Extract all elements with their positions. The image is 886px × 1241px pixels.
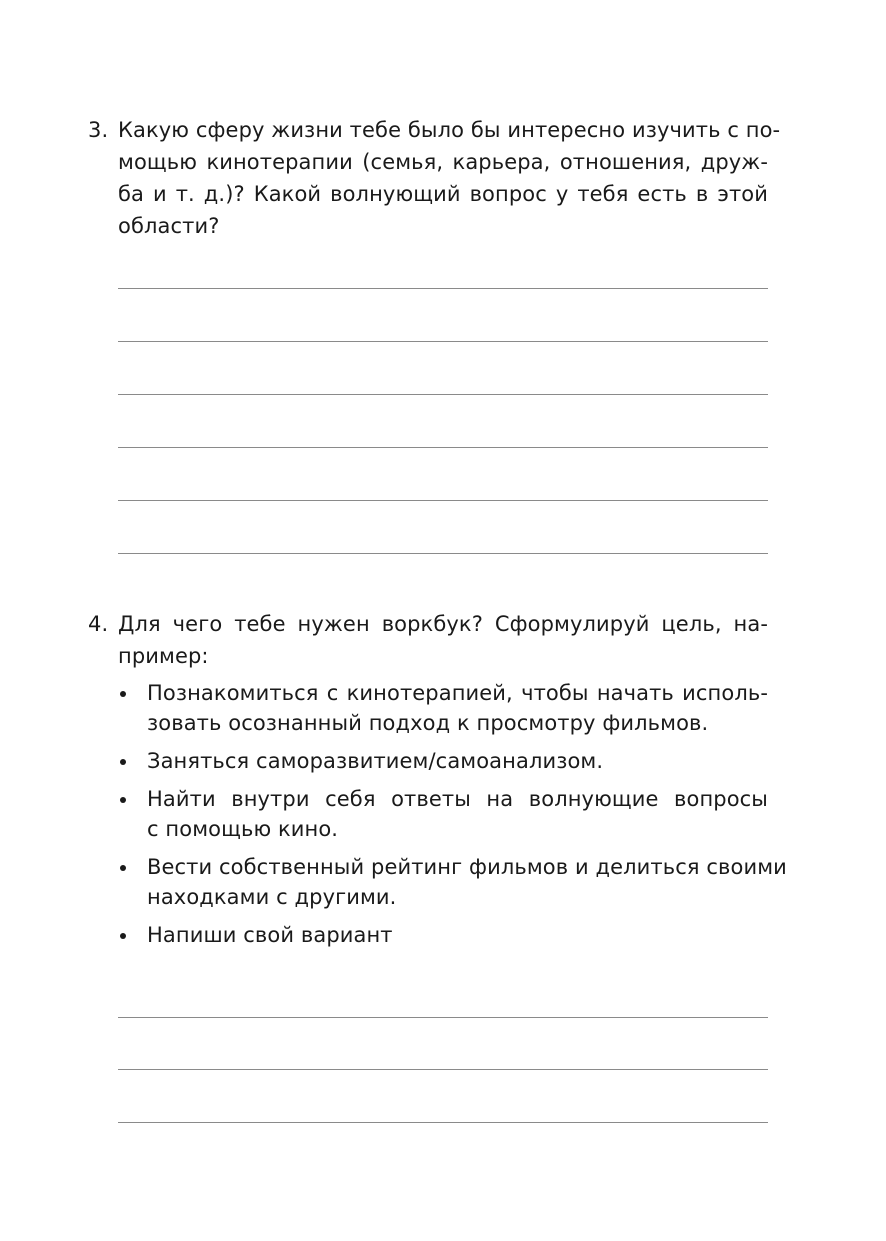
answer-line[interactable]	[118, 1122, 768, 1123]
list-item-line: находками с другими.	[147, 885, 397, 909]
answer-line[interactable]	[118, 394, 768, 395]
answer-line[interactable]	[118, 288, 768, 289]
answer-line[interactable]	[118, 553, 768, 554]
question-4	[88, 608, 787, 958]
example-goals-list	[118, 678, 787, 950]
list-item-line: зовать осознанный подход к просмотру фильмов.	[147, 711, 709, 735]
question-number: 4.	[88, 612, 109, 636]
question-text-line: ба и т. д.)? Какой волнующий вопрос у тебя есть в этой	[118, 182, 768, 206]
answer-line[interactable]	[118, 1069, 768, 1070]
answer-line[interactable]	[118, 447, 768, 448]
list-item-line: Познакомиться с кинотерапией, чтобы начать исполь-	[147, 681, 768, 705]
question-text-line: области?	[118, 214, 220, 238]
answer-line[interactable]	[118, 500, 768, 501]
list-item-line: Напиши свой вариант	[147, 923, 393, 947]
answer-line[interactable]	[118, 341, 768, 342]
list-item	[118, 784, 768, 844]
question-text	[118, 114, 781, 242]
question-3	[88, 114, 781, 242]
question-number: 3.	[88, 118, 109, 142]
question-text-line: мощью кинотерапии (семья, карьера, отношения, друж-	[118, 150, 768, 174]
list-item	[118, 678, 768, 738]
list-item-line: с помощью кино.	[147, 817, 339, 841]
list-item-line: Вести собственный рейтинг фильмов и делиться своими	[147, 855, 787, 879]
answer-line[interactable]	[118, 1017, 768, 1018]
question-text-line: Какую сферу жизни тебе было бы интересно изучить с по-	[118, 118, 781, 142]
question-text	[118, 608, 787, 958]
list-item-line: Заняться саморазвитием/самоанализом.	[147, 749, 604, 773]
list-item-line: Найти внутри себя ответы на волнующие вопросы	[147, 787, 768, 811]
list-item	[118, 746, 768, 776]
list-item	[118, 852, 787, 912]
list-item	[118, 920, 768, 950]
question-text-line: пример:	[118, 644, 209, 668]
question-text-line: Для чего тебе нужен воркбук? Сформулируй цель, на-	[118, 612, 768, 636]
